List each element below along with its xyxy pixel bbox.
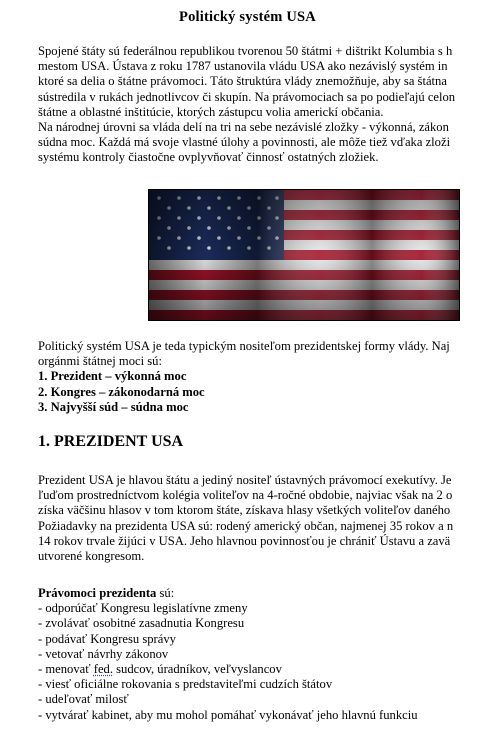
page-title: Politický systém USA xyxy=(179,9,316,25)
section-heading-president: 1. PREZIDENT USA xyxy=(38,433,184,450)
text-line: 14 rokov trvale žijúci v USA. Jeho hlavnou povinnosťou je chrániť Ústavu a zavä xyxy=(38,533,451,548)
text-line: súdna moc. Každá má svoje vlastné úlohy a povinnosti, ale môže tiež vďaka zloži xyxy=(38,135,451,150)
powers-list xyxy=(38,586,418,723)
list-item: - vetovať návrhy zákonov xyxy=(38,646,169,661)
text-line: štátne a oblastné inštitúcie, ktorých zástupcu volia americkí občania. xyxy=(38,104,384,119)
organ-item-supreme-court: 3. Najvyšší súd – súdna moc xyxy=(38,399,189,414)
organ-item-congress: 2. Kongres – zákonodarná moc xyxy=(38,384,205,399)
text-line: Na národnej úrovni sa vláda delí na tri na sebe nezávislé zložky - výkonná, zákon xyxy=(38,119,449,134)
appoint-prefix: - menovať xyxy=(38,661,94,676)
text-line: orgánmi štátnej moci sú: xyxy=(38,354,162,369)
powers-heading-bold: Právomoci prezidenta xyxy=(38,586,157,600)
list-item: - viesť oficiálne rokovania s predstaviteľmi cudzích štátov xyxy=(38,677,333,692)
text-line: ľuďom prostredníctvom kolégia voliteľov na 4-ročné obdobie, najviac však na 2 o xyxy=(38,488,453,503)
text-line: sústredila v rukách jednotlivcov či skupín. Na právomociach sa po podieľajú celon xyxy=(38,89,456,104)
powers-heading xyxy=(38,586,418,601)
list-item: - podávať Kongresu správy xyxy=(38,631,176,646)
text-line: ktoré sa delia o štátne právomoci. Táto štruktúra vlády znemožňuje, aby sa štátna xyxy=(38,74,447,89)
powers-heading-rest: sú: xyxy=(156,586,175,600)
text-line: mestom USA. Ústava z roku 1787 ustanovila vládu USA ako nezávislý systém in xyxy=(38,59,448,74)
text-line: Spojené štáty sú federálnou republikou tvorenou 50 štátmi + dištrikt Kolumbia s h xyxy=(38,44,453,58)
intro-paragraph xyxy=(38,44,455,166)
list-item xyxy=(38,662,418,677)
usa-flag-image xyxy=(148,189,460,321)
text-line: Politický systém USA je teda typickým nositeľom prezidentskej formy vlády. Naj xyxy=(38,339,450,353)
list-item: - udeľovať milosť xyxy=(38,692,129,707)
text-line: utvorené kongresom. xyxy=(38,548,145,563)
text-line: Prezident USA je hlavou štátu a jediný nositeľ ústavných právomocí exekutívy. Je xyxy=(38,473,452,487)
appoint-suffix: sudcov, úradníkov, veľvyslancov xyxy=(112,661,282,676)
text-line: systému kontroly čiastočne ovplyvňovať činnosť ostatných zložiek. xyxy=(38,150,379,165)
president-paragraph xyxy=(38,473,453,564)
abbreviation-fed: fed. xyxy=(93,661,113,676)
summary-paragraph xyxy=(38,339,450,415)
text-line: získa väčšinu hlasov v tom ktorom štáte, získava hlasy všetkých voliteľov daného xyxy=(38,503,451,518)
organ-item-president: 1. Prezident – výkonná moc xyxy=(38,369,187,384)
list-item: - zvolávať osobitné zasadnutia Kongresu xyxy=(38,616,245,631)
list-item: - vytvárať kabinet, aby mu mohol pomáhať vykonávať jeho hlavnú funkciu xyxy=(38,707,418,722)
list-item: - odporúčať Kongresu legislatívne zmeny xyxy=(38,601,248,616)
text-line: Požiadavky na prezidenta USA sú: rodený americký občan, najmenej 35 rokov a n xyxy=(38,518,454,533)
